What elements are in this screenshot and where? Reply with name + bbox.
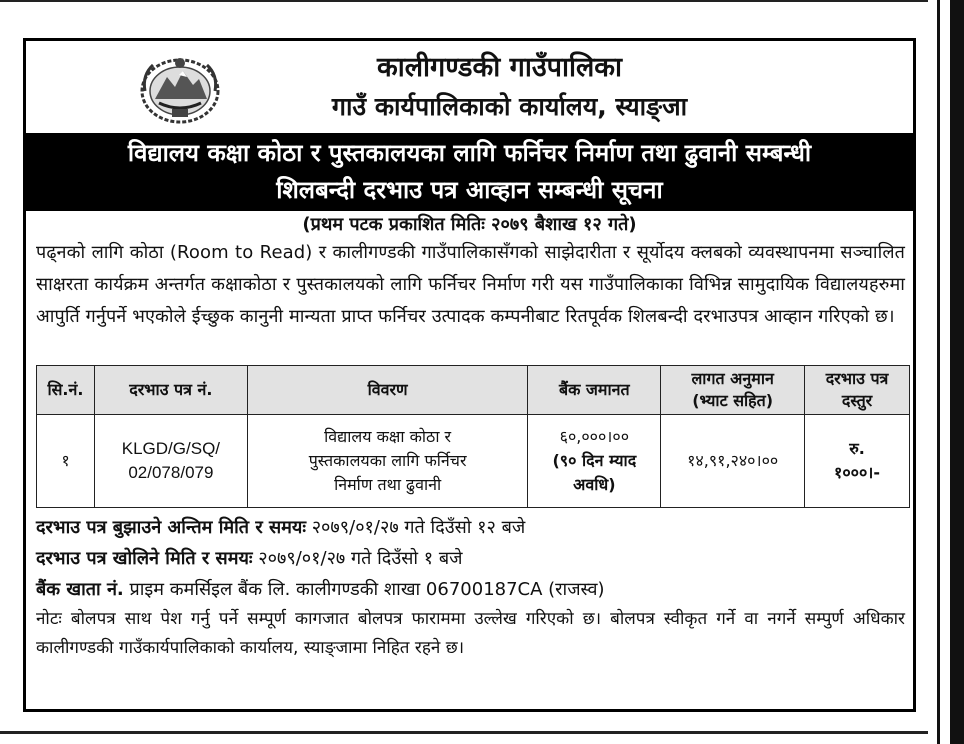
opening-date-value: २०७९/०१/२७ गते दिउँसो १ बजे xyxy=(252,548,463,569)
top-rule xyxy=(0,0,928,2)
opening-date xyxy=(26,543,913,574)
cell-line: अवधि) xyxy=(573,475,616,494)
notice-header xyxy=(26,41,913,133)
tender-notice xyxy=(23,38,916,712)
bank-account-value: प्राइम कमर्सिइल बैंक लि. कालीगण्डकी शाखा 06700187CA (राजस्व) xyxy=(123,579,605,600)
notice-title-line: शिलबन्दी दरभाउ पत्र आव्हान सम्बन्धी सूचना xyxy=(276,176,663,204)
col-header-bank-guarantee: बैंक जमानत xyxy=(528,366,661,415)
cell-line: ६०,०००।०० xyxy=(559,427,630,446)
bottom-rule xyxy=(0,731,928,734)
cell-line: 02/078/079 xyxy=(128,463,214,482)
submission-deadline-value: २०७९/०१/२७ गते दिउँसो १२ बजे xyxy=(305,517,526,538)
cell-bank-guarantee xyxy=(528,415,661,508)
cell-fee xyxy=(805,415,910,508)
bank-account xyxy=(26,574,913,605)
notice-note: नोटः बोलपत्र साथ पेश गर्नु पर्ने सम्पूर्ण कागजात बोलपत्र फाराममा उल्लेख गरिएको छ। बोलपत्र स्वीकृत गर्ने वा नगर्ने सम्पुर्ण अधिकार कालीगण्डकी गाउँकार्यपालिकाको कार्यालय, स्याङ्जामा निहित रहने छ। xyxy=(36,609,905,658)
cell-tender-no xyxy=(94,415,247,508)
page-edge-bar xyxy=(950,0,964,744)
notice-paragraph: पढ्नको लागि कोठा (Room to Read) र कालीगण्डकी गाउँपालिकासँगको साझेदारीता र सूर्योदय क्लबको व्यवस्थापनमा सञ्चालित साक्षरता कार्यक्रम अन्तर्गत कक्षाकोठा र पुस्तकालयको लागि फर्निचर निर्माण गरी यस गाउँपालिकाका विभिन्न सामुदायिक विद्यालयहरुमा आपुर्ति गर्नुपर्ने भएकोले ईच्छुक कानुनी मान्यता प्राप्त फर्निचर उत्पादक कम्पनीबाट रितपूर्वक शिलबन्दी दरभाउपत्र आव्हान गरिएको छ। xyxy=(36,242,905,327)
cell-cost-estimate: १४,९१,२४०।०० xyxy=(661,415,805,508)
publication-date: (प्रथम पटक प्रकाशित मितिः २०७९ बैशाख १२ गते) xyxy=(302,214,637,235)
col-header-description: विवरण xyxy=(247,366,528,415)
table-row xyxy=(37,415,910,508)
cell-line: KLGD/G/SQ/ xyxy=(121,439,221,458)
municipality-name: कालीगण्डकी गाउँपालिका xyxy=(377,52,622,83)
notice-title xyxy=(26,133,913,211)
notice-title-line: विद्यालय कक्षा कोठा र पुस्तकालयका लागि फर्निचर निर्माण तथा ढुवानी सम्बन्धी xyxy=(127,139,812,167)
cell-line: पुस्तकालयका लागि फर्निचर xyxy=(308,451,467,470)
table-header-row xyxy=(37,366,910,415)
cell-line: (९० दिन म्याद xyxy=(552,451,637,470)
cell-line: विद्यालय कक्षा कोठा र xyxy=(324,427,452,446)
col-header-sn: सि.नं. xyxy=(37,366,95,415)
col-header-line: लागत अनुमान xyxy=(691,369,774,388)
col-header-cost-estimate xyxy=(661,366,805,415)
col-header-fee xyxy=(805,366,910,415)
col-header-line: दरभाउ पत्र xyxy=(825,369,889,388)
page-edge-bar xyxy=(937,0,940,744)
cell-line: रु. xyxy=(849,439,865,458)
opening-date-label: दरभाउ पत्र खोलिने मिति र समयः xyxy=(36,548,253,569)
col-header-tender-no: दरभाउ पत्र नं. xyxy=(94,366,247,415)
tender-table xyxy=(36,365,910,508)
col-header-line: (भ्याट सहित) xyxy=(692,391,774,410)
cell-line: निर्माण तथा ढुवानी xyxy=(334,475,442,494)
office-name: गाउँ कार्यपालिकाको कार्यालय, स्याङ्जा xyxy=(331,92,688,121)
cell-sn: १ xyxy=(37,415,95,508)
col-header-line: दस्तुर xyxy=(841,391,873,410)
submission-deadline xyxy=(26,512,913,543)
cell-description xyxy=(247,415,528,508)
bank-account-label: बैंक खाता नं. xyxy=(36,579,124,600)
cell-line: १०००।- xyxy=(834,463,881,482)
submission-deadline-label: दरभाउ पत्र बुझाउने अन्तिम मिति र समयः xyxy=(36,517,306,538)
